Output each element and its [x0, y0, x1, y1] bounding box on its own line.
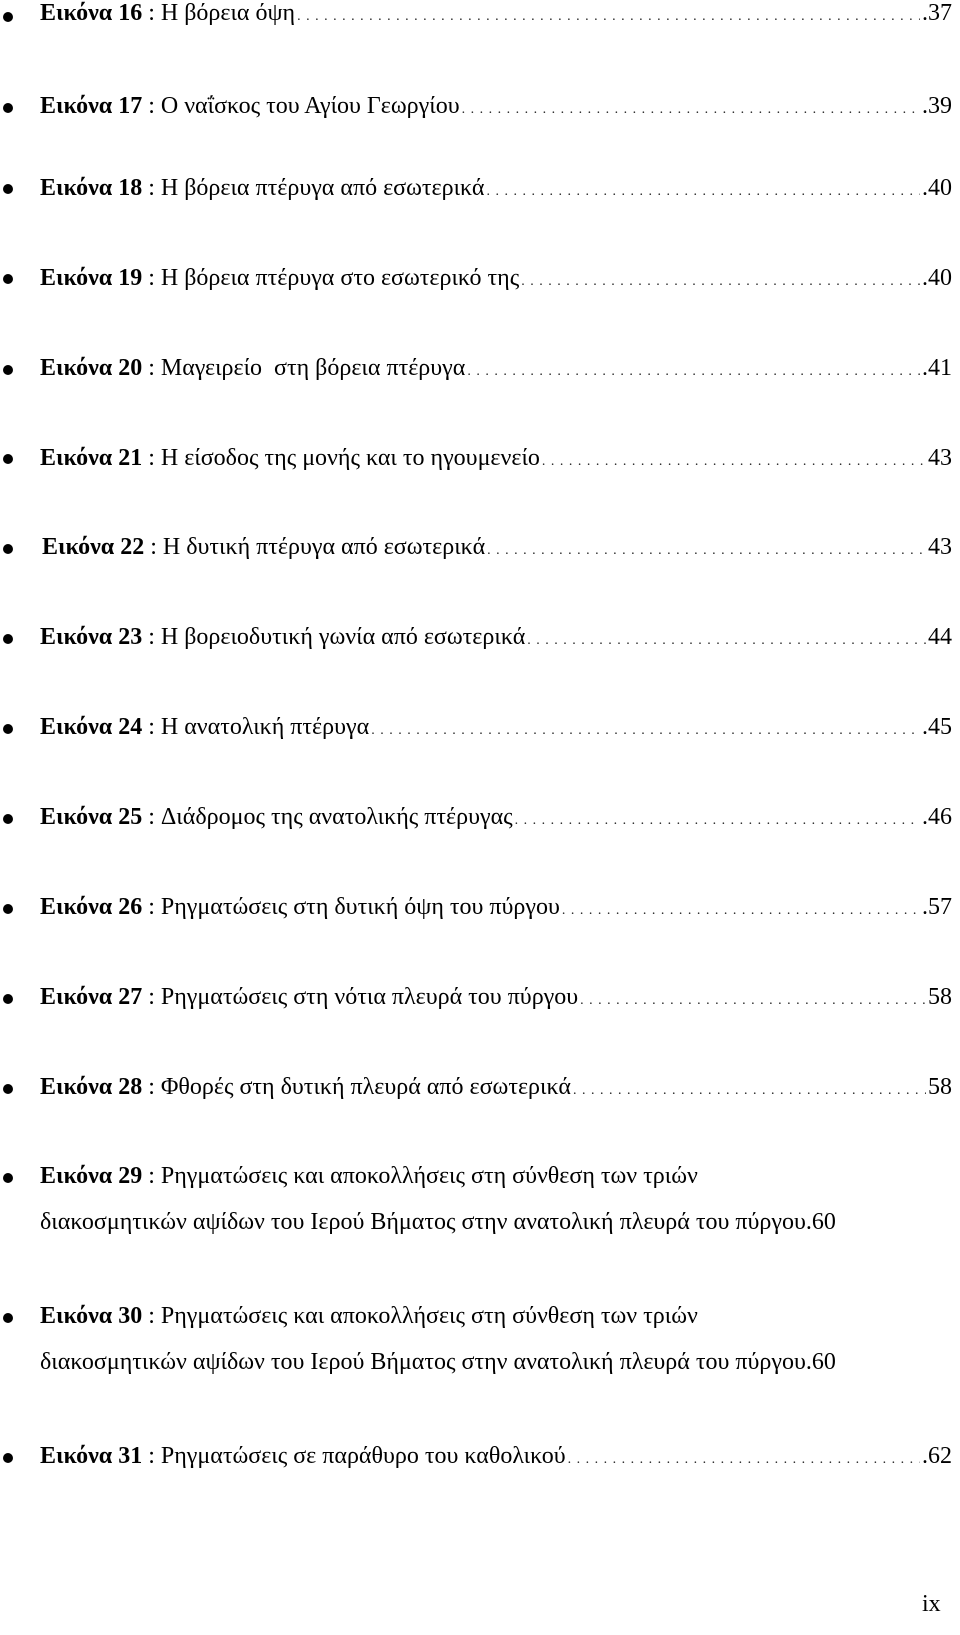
- figure-page-ref: .57: [922, 894, 952, 920]
- bullet-icon: [3, 994, 13, 1004]
- figure-title: Ρηγματώσεις στη δυτική όψη του πύργου: [160, 894, 560, 920]
- toc-continuation-line: [40, 1346, 836, 1378]
- figure-label: Εικόνα 21: [40, 445, 143, 471]
- toc-line: [40, 891, 952, 923]
- figure-page-ref: 58: [928, 984, 952, 1010]
- figure-page-ref: .60: [805, 1209, 836, 1235]
- toc-line: [40, 801, 952, 833]
- figure-page-ref: .62: [922, 1443, 952, 1469]
- dot-leader: [515, 801, 920, 837]
- bullet-icon: [3, 814, 13, 824]
- dot-leader: [467, 352, 920, 388]
- toc-line: [40, 262, 952, 294]
- figure-page-ref: 44: [928, 624, 952, 650]
- toc-line: [40, 352, 952, 384]
- figure-page-ref: 43: [928, 534, 952, 560]
- figure-label: Εικόνα 28: [40, 1074, 143, 1100]
- label-separator: :: [142, 175, 161, 201]
- label-separator: :: [142, 1303, 161, 1329]
- figure-label: Εικόνα 20: [40, 355, 143, 381]
- toc-line: [42, 531, 952, 563]
- label-separator: :: [142, 894, 161, 920]
- figure-page-ref: 43: [928, 445, 952, 471]
- figure-title: Η βόρεια όψη: [160, 0, 296, 26]
- figure-page-ref: .39: [922, 93, 952, 119]
- bullet-icon: [3, 1173, 13, 1183]
- dot-leader: [487, 172, 921, 208]
- figure-label: Εικόνα 23: [40, 624, 143, 650]
- figure-page-ref: .46: [922, 804, 952, 830]
- bullet-icon: [3, 184, 13, 194]
- dot-leader: [297, 0, 920, 33]
- toc-line: [40, 0, 952, 29]
- figure-label: Εικόνα 25: [40, 804, 143, 830]
- figure-title: Ρηγματώσεις και αποκολλήσεις στη σύνθεση των τριών: [160, 1303, 698, 1329]
- label-separator: :: [142, 0, 161, 26]
- dot-leader: [573, 1071, 926, 1107]
- figure-title: Η είσοδος της μονής και το ηγουμενείο: [160, 445, 540, 471]
- figure-label: Εικόνα 31: [40, 1443, 143, 1469]
- figure-label: Εικόνα 19: [40, 265, 143, 291]
- label-separator: :: [142, 624, 161, 650]
- figure-title: Ρηγματώσεις σε παράθυρο του καθολικού: [160, 1443, 566, 1469]
- figure-title: Φθορές στη δυτική πλευρά από εσωτερικά: [160, 1074, 571, 1100]
- bullet-icon: [3, 365, 13, 375]
- figure-title: Ρηγματώσεις στη νότια πλευρά του πύργου: [160, 984, 579, 1010]
- bullet-icon: [3, 103, 13, 113]
- label-separator: :: [142, 265, 161, 291]
- figure-label: Εικόνα 18: [40, 175, 143, 201]
- dot-leader: [521, 262, 920, 298]
- dot-leader: [542, 442, 926, 478]
- figure-page-ref: .40: [922, 175, 952, 201]
- figure-label: Εικόνα 27: [40, 984, 143, 1010]
- bullet-icon: [3, 904, 13, 914]
- toc-line: [40, 90, 952, 122]
- bullet-icon: [3, 1453, 13, 1463]
- bullet-icon: [3, 1084, 13, 1094]
- page-number: ix: [922, 1591, 941, 1617]
- toc-line: [40, 1440, 952, 1472]
- figure-page-ref: 58: [928, 1074, 952, 1100]
- figure-title-continuation: διακοσμητικών αψίδων του Ιερού Βήματος στην ανατολική πλευρά του πύργου: [40, 1209, 806, 1235]
- label-separator: :: [142, 714, 161, 740]
- bullet-icon: [3, 12, 13, 22]
- label-separator: :: [142, 1443, 161, 1469]
- toc-continuation-line: [40, 1206, 836, 1238]
- figure-title: Η βόρεια πτέρυγα από εσωτερικά: [160, 175, 485, 201]
- bullet-icon: [3, 634, 13, 644]
- figure-title: Η δυτική πτέρυγα από εσωτερικά: [162, 534, 486, 560]
- label-separator: :: [142, 804, 161, 830]
- bullet-icon: [3, 544, 13, 554]
- label-separator: :: [144, 534, 163, 560]
- toc-line: [40, 1300, 952, 1332]
- bullet-icon: [3, 274, 13, 284]
- label-separator: :: [142, 93, 161, 119]
- dot-leader: [371, 711, 920, 747]
- figure-title-continuation: διακοσμητικών αψίδων του Ιερού Βήματος στην ανατολική πλευρά του πύργου: [40, 1349, 806, 1375]
- figure-label: Εικόνα 30: [40, 1303, 143, 1329]
- figure-label: Εικόνα 26: [40, 894, 143, 920]
- bullet-icon: [3, 454, 13, 464]
- figure-label: Εικόνα 29: [40, 1163, 143, 1189]
- label-separator: :: [142, 445, 161, 471]
- figure-title: Η βορειοδυτική γωνία από εσωτερικά: [160, 624, 526, 650]
- dot-leader: [562, 891, 920, 927]
- figure-title: Ο ναΐσκος του Αγίου Γεωργίου: [160, 93, 460, 119]
- bullet-icon: [3, 724, 13, 734]
- figure-label: Εικόνα 16: [40, 0, 143, 26]
- figure-page-ref: .37: [922, 0, 952, 26]
- label-separator: :: [142, 1163, 161, 1189]
- figure-label: Εικόνα 17: [40, 93, 143, 119]
- toc-line: [40, 1071, 952, 1103]
- dot-leader: [580, 981, 926, 1017]
- figure-title: Η ανατολική πτέρυγα: [160, 714, 370, 740]
- label-separator: :: [142, 355, 161, 381]
- figure-page-ref: .60: [805, 1349, 836, 1375]
- figure-page-ref: .45: [922, 714, 952, 740]
- toc-line: [40, 172, 952, 204]
- bullet-icon: [3, 1313, 13, 1323]
- dot-leader: [527, 621, 926, 657]
- toc-line: [40, 711, 952, 743]
- toc-line: [40, 442, 952, 474]
- toc-line: [40, 1160, 952, 1192]
- figure-title: Ρηγματώσεις και αποκολλήσεις στη σύνθεση των τριών: [160, 1163, 698, 1189]
- figure-page-ref: .40: [922, 265, 952, 291]
- figure-title: Διάδρομος της ανατολικής πτέρυγας: [160, 804, 513, 830]
- dot-leader: [462, 90, 920, 126]
- toc-line: [40, 981, 952, 1013]
- toc-line: [40, 621, 952, 653]
- figure-title: Μαγειρείο στη βόρεια πτέρυγα: [160, 355, 466, 381]
- label-separator: :: [142, 984, 161, 1010]
- dot-leader: [487, 531, 926, 567]
- figure-page-ref: .41: [922, 355, 952, 381]
- figure-label: Εικόνα 22: [42, 534, 145, 560]
- figure-title: Η βόρεια πτέρυγα στο εσωτερικό της: [160, 265, 520, 291]
- figure-label: Εικόνα 24: [40, 714, 143, 740]
- label-separator: :: [142, 1074, 161, 1100]
- dot-leader: [568, 1440, 920, 1476]
